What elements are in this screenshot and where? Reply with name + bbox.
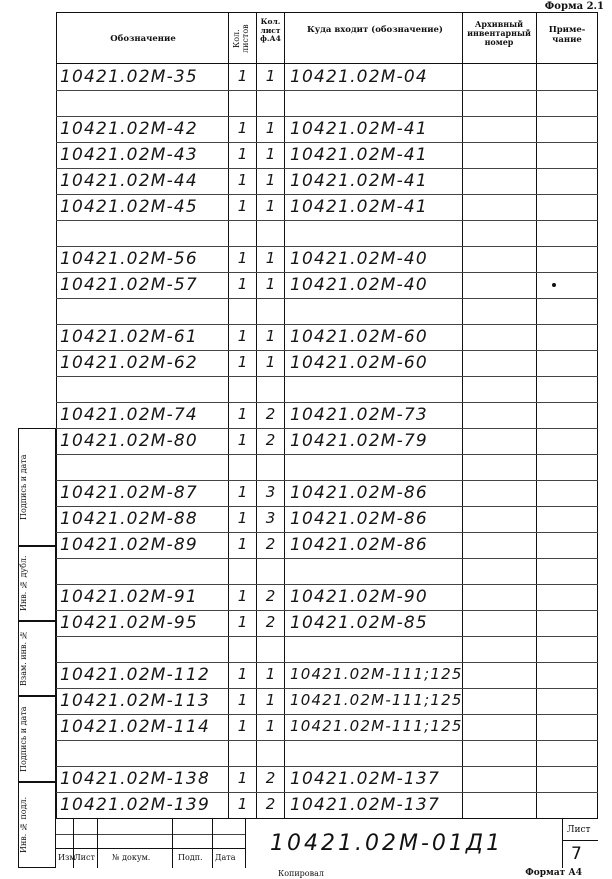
cell-sheets: 1 bbox=[237, 509, 248, 527]
row-divider bbox=[56, 402, 598, 403]
cell-designation: 10421.02М-89 bbox=[60, 535, 198, 555]
title-col bbox=[172, 818, 173, 868]
header-divider bbox=[56, 63, 598, 64]
row-divider bbox=[56, 220, 598, 221]
cell-sheets: 1 bbox=[237, 483, 248, 501]
row-divider bbox=[56, 168, 598, 169]
row-divider bbox=[56, 714, 598, 715]
cell-designation: 10421.02М-112 bbox=[60, 665, 210, 685]
tb-list: Лист bbox=[74, 853, 95, 862]
cell-a4: 1 bbox=[265, 119, 276, 137]
row-divider bbox=[56, 688, 598, 689]
cell-where-used: 10421.02М-111;125 bbox=[290, 691, 463, 709]
cell-a4: 1 bbox=[265, 145, 276, 163]
cell-a4: 1 bbox=[265, 665, 276, 683]
row-divider bbox=[56, 584, 598, 585]
cell-a4: 1 bbox=[265, 327, 276, 345]
cell-sheets: 1 bbox=[237, 535, 248, 553]
row-divider bbox=[56, 376, 598, 377]
cell-designation: 10421.02М-113 bbox=[60, 691, 210, 711]
cell-where-used: 10421.02М-40 bbox=[290, 275, 428, 295]
side-label-inv-orig: Инв. № подл. bbox=[19, 796, 28, 854]
cell-sheets: 1 bbox=[237, 171, 248, 189]
header-archive-no: Архивный инвентарный номер bbox=[467, 19, 531, 48]
row-divider bbox=[56, 766, 598, 767]
cell-sheets: 1 bbox=[237, 717, 248, 735]
cell-a4: 1 bbox=[265, 691, 276, 709]
cell-sheets: 1 bbox=[237, 665, 248, 683]
row-divider bbox=[56, 246, 598, 247]
cell-a4: 2 bbox=[265, 795, 276, 813]
cell-designation: 10421.02М-42 bbox=[60, 119, 198, 139]
cell-designation: 10421.02М-35 bbox=[60, 67, 198, 87]
side-label-sign-date: Подпись и дата bbox=[19, 454, 28, 520]
cell-sheets: 1 bbox=[237, 769, 248, 787]
cell-where-used: 10421.02М-73 bbox=[290, 405, 428, 425]
title-line bbox=[56, 834, 245, 835]
row-divider bbox=[56, 610, 598, 611]
cell-a4: 1 bbox=[265, 67, 276, 85]
cell-where-used: 10421.02М-04 bbox=[290, 67, 428, 87]
stray-mark bbox=[552, 283, 556, 287]
row-divider bbox=[56, 506, 598, 507]
row-divider bbox=[56, 636, 598, 637]
format-label: Формат А4 bbox=[525, 868, 582, 878]
cell-designation: 10421.02М-43 bbox=[60, 145, 198, 165]
cell-where-used: 10421.02М-40 bbox=[290, 249, 428, 269]
cell-a4: 3 bbox=[265, 483, 276, 501]
side-label-sign-date-2: Подпись и дата bbox=[19, 706, 28, 772]
tb-doc-no: № докум. bbox=[112, 853, 151, 862]
cell-designation: 10421.02М-114 bbox=[60, 717, 210, 737]
cell-where-used: 10421.02М-137 bbox=[290, 795, 440, 815]
cell-where-used: 10421.02М-137 bbox=[290, 769, 440, 789]
cell-sheets: 1 bbox=[237, 119, 248, 137]
header-sheets-count: Кол. листов bbox=[232, 24, 250, 54]
cell-where-used: 10421.02М-111;125 bbox=[290, 717, 463, 735]
side-label-inv-dup: Инв. № дубл. bbox=[19, 555, 28, 612]
col-divider bbox=[536, 12, 537, 818]
cell-designation: 10421.02М-74 bbox=[60, 405, 198, 425]
sheet-label: Лист bbox=[567, 825, 591, 835]
row-divider bbox=[56, 558, 598, 559]
cell-where-used: 10421.02М-86 bbox=[290, 535, 428, 555]
row-divider bbox=[56, 740, 598, 741]
cell-sheets: 1 bbox=[237, 587, 248, 605]
cell-designation: 10421.02М-139 bbox=[60, 795, 210, 815]
cell-a4: 1 bbox=[265, 197, 276, 215]
cell-designation: 10421.02М-61 bbox=[60, 327, 198, 347]
cell-a4: 1 bbox=[265, 171, 276, 189]
row-divider bbox=[56, 532, 598, 533]
side-label-inv-replace: Взам. инв. № bbox=[19, 630, 28, 687]
title-col bbox=[212, 818, 213, 868]
row-divider bbox=[56, 90, 598, 91]
row-divider bbox=[56, 792, 598, 793]
cell-sheets: 1 bbox=[237, 275, 248, 293]
cell-designation: 10421.02М-95 bbox=[60, 613, 198, 633]
header-where-used: Куда входит (обозначение) bbox=[307, 25, 443, 35]
cell-where-used: 10421.02М-60 bbox=[290, 353, 428, 373]
sheet-number: 7 bbox=[571, 844, 582, 864]
title-col bbox=[97, 818, 98, 868]
row-divider bbox=[56, 662, 598, 663]
row-divider bbox=[56, 194, 598, 195]
cell-a4: 3 bbox=[265, 509, 276, 527]
cell-a4: 1 bbox=[265, 717, 276, 735]
row-divider bbox=[56, 142, 598, 143]
row-divider bbox=[56, 298, 598, 299]
cell-sheets: 1 bbox=[237, 431, 248, 449]
cell-sheets: 1 bbox=[237, 327, 248, 345]
cell-sheets: 1 bbox=[237, 405, 248, 423]
title-col bbox=[245, 818, 246, 868]
cell-designation: 10421.02М-87 bbox=[60, 483, 198, 503]
cell-sheets: 1 bbox=[237, 795, 248, 813]
cell-designation: 10421.02М-62 bbox=[60, 353, 198, 373]
cell-where-used: 10421.02М-86 bbox=[290, 509, 428, 529]
row-divider bbox=[56, 454, 598, 455]
header-designation: Обозначение bbox=[110, 34, 176, 44]
row-divider bbox=[56, 428, 598, 429]
cell-a4: 2 bbox=[265, 587, 276, 605]
cell-where-used: 10421.02М-41 bbox=[290, 171, 428, 191]
header-sheets-a4: Кол. лист ф.А4 bbox=[260, 17, 281, 44]
row-divider bbox=[56, 350, 598, 351]
cell-sheets: 1 bbox=[237, 353, 248, 371]
cell-a4: 1 bbox=[265, 249, 276, 267]
cell-designation: 10421.02М-80 bbox=[60, 431, 198, 451]
tb-sign: Подп. bbox=[178, 853, 203, 862]
cell-where-used: 10421.02М-41 bbox=[290, 119, 428, 139]
row-divider bbox=[56, 324, 598, 325]
cell-sheets: 1 bbox=[237, 249, 248, 267]
row-divider bbox=[56, 480, 598, 481]
copied-label: Копировал bbox=[278, 869, 324, 878]
cell-where-used: 10421.02М-90 bbox=[290, 587, 428, 607]
cell-where-used: 10421.02М-60 bbox=[290, 327, 428, 347]
cell-sheets: 1 bbox=[237, 691, 248, 709]
cell-designation: 10421.02М-44 bbox=[60, 171, 198, 191]
tb-izm: Изм bbox=[58, 853, 76, 862]
cell-sheets: 1 bbox=[237, 613, 248, 631]
row-divider bbox=[56, 116, 598, 117]
cell-designation: 10421.02М-138 bbox=[60, 769, 210, 789]
cell-designation: 10421.02М-45 bbox=[60, 197, 198, 217]
cell-sheets: 1 bbox=[237, 67, 248, 85]
cell-where-used: 10421.02М-79 bbox=[290, 431, 428, 451]
document-designation: 10421.02М-01Д1 bbox=[270, 831, 504, 856]
cell-designation: 10421.02М-57 bbox=[60, 275, 198, 295]
cell-designation: 10421.02М-88 bbox=[60, 509, 198, 529]
cell-a4: 1 bbox=[265, 353, 276, 371]
cell-designation: 10421.02М-56 bbox=[60, 249, 198, 269]
cell-where-used: 10421.02М-111;125 bbox=[290, 665, 463, 683]
cell-a4: 2 bbox=[265, 431, 276, 449]
tb-date: Дата bbox=[215, 853, 236, 862]
col-divider bbox=[284, 12, 285, 818]
cell-where-used: 10421.02М-41 bbox=[290, 197, 428, 217]
row-divider bbox=[56, 272, 598, 273]
cell-a4: 2 bbox=[265, 535, 276, 553]
title-top-line bbox=[56, 818, 598, 819]
cell-where-used: 10421.02М-41 bbox=[290, 145, 428, 165]
form-label: Форма 2.1 bbox=[544, 1, 604, 12]
header-note: Приме-чание bbox=[548, 25, 586, 45]
cell-a4: 2 bbox=[265, 613, 276, 631]
cell-a4: 1 bbox=[265, 275, 276, 293]
cell-where-used: 10421.02М-85 bbox=[290, 613, 428, 633]
title-line bbox=[56, 848, 245, 849]
cell-where-used: 10421.02М-86 bbox=[290, 483, 428, 503]
cell-a4: 2 bbox=[265, 769, 276, 787]
cell-sheets: 1 bbox=[237, 145, 248, 163]
title-col bbox=[562, 818, 563, 868]
cell-designation: 10421.02М-91 bbox=[60, 587, 198, 607]
title-line bbox=[562, 840, 598, 841]
cell-sheets: 1 bbox=[237, 197, 248, 215]
cell-a4: 2 bbox=[265, 405, 276, 423]
